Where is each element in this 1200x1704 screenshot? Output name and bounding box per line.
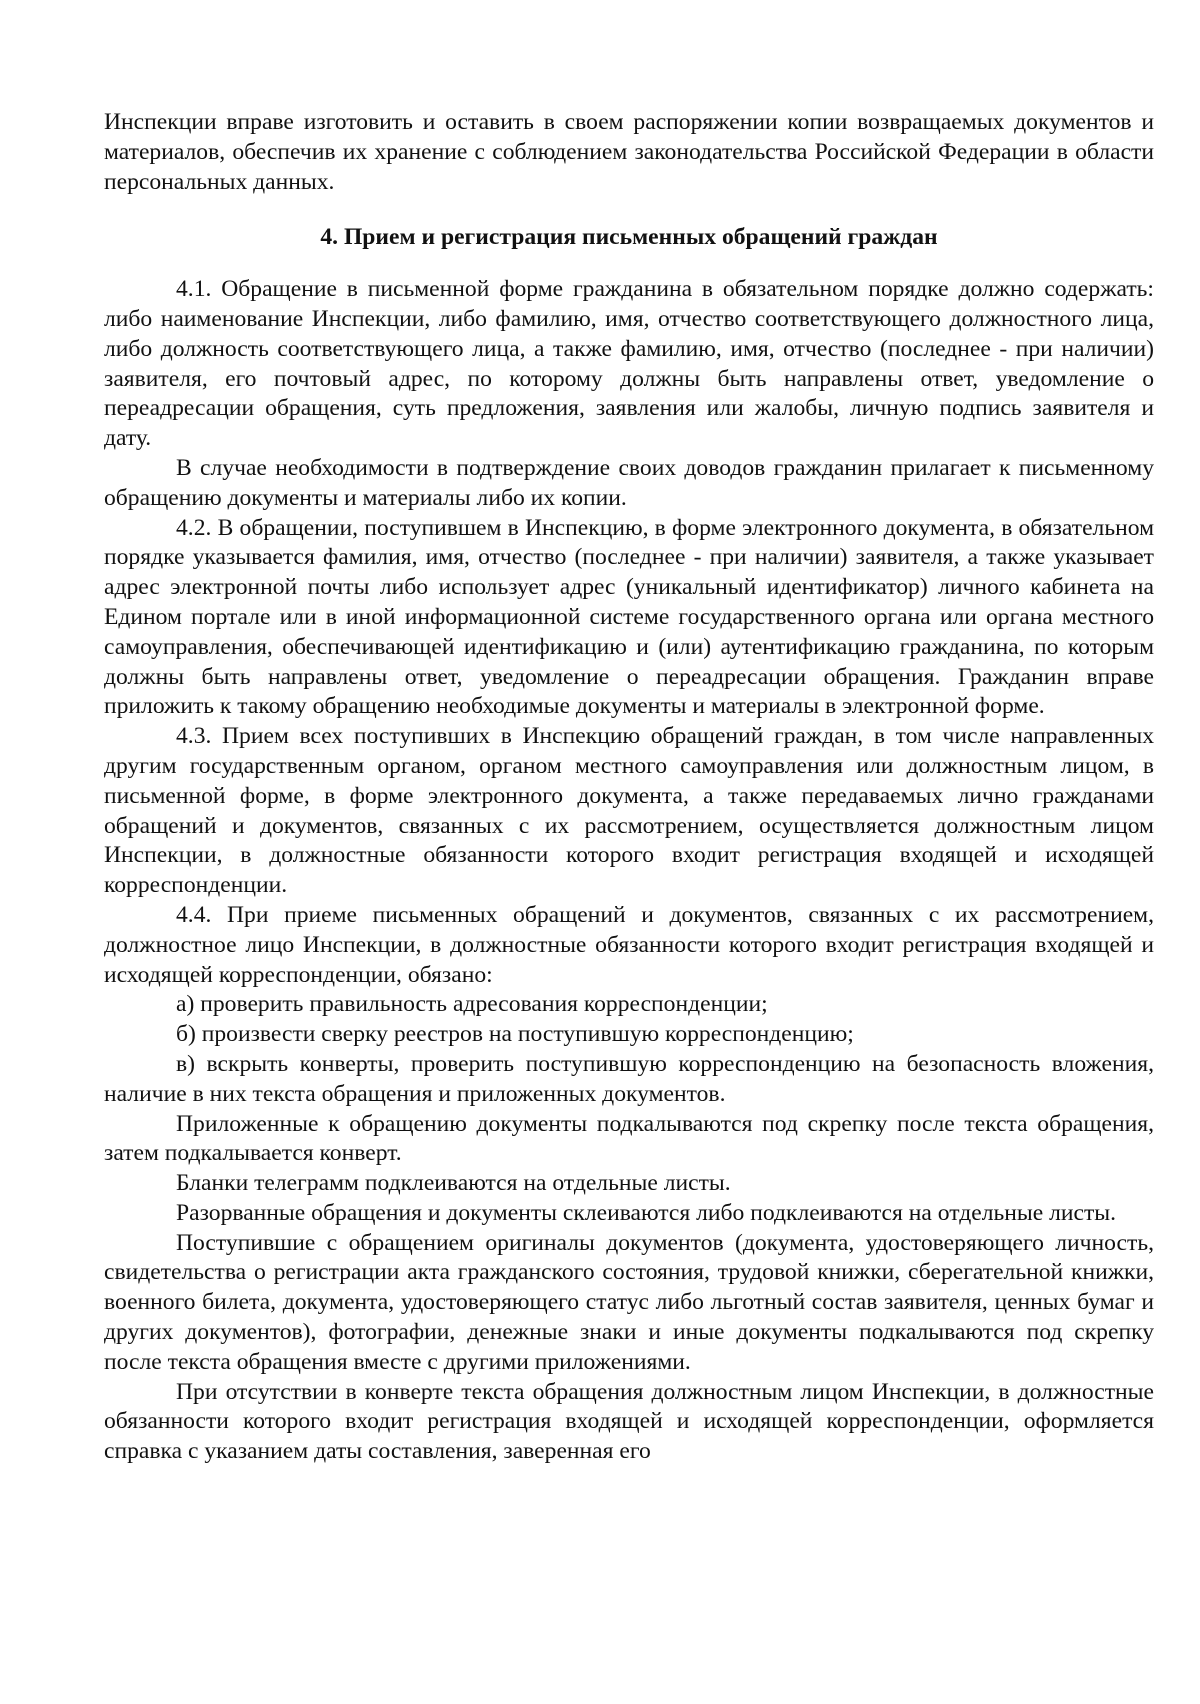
- paragraph-retention: Инспекции вправе изготовить и оставить в своем распоряжении копии возвращаемых документов и материалов, обеспечив их хранение с соблюдением законодательства Российской Федерации в области персональных данных.: [104, 109, 1154, 195]
- section-heading: 4. Прием и регистрация письменных обращений граждан: [320, 224, 938, 251]
- paragraph-4-3: 4.3. Прием всех поступивших в Инспекцию обращений граждан, в том числе направленных другим государственным органом, органом местного самоуправления или должностным лицом, в письменной форме, в форме электронного документа, а также передаваемых лично гражданами обращений и документов, связанных с их рассмотрением, осуществляется должностным лицом Инспекции, в должностные обязанности которого входит регистрация входящей и исходящей корреспонденции.: [104, 723, 1154, 899]
- paragraph-attachments: В случае необходимости в подтверждение своих доводов гражданин прилагает к письменному обращению документы и материалы либо их копии.: [104, 454, 1154, 511]
- paragraph-no-text: При отсутствии в конверте текста обращения должностным лицом Инспекции, в должностные обязанности которого входит регистрация входящей и исходящей корреспонденции, оформляется справка с указанием даты составления, заверенная его: [104, 1378, 1154, 1465]
- paragraph-telegrams: Бланки телеграмм подклеиваются на отдельные листы.: [176, 1170, 731, 1197]
- paragraph-torn: Разорванные обращения и документы склеиваются либо подклеиваются на отдельные листы.: [176, 1199, 1117, 1226]
- list-item-b: б) произвести сверку реестров на поступившую корреспонденцию;: [176, 1021, 854, 1048]
- paragraph-4-1: 4.1. Обращение в письменной форме гражданина в обязательном порядке должно содержать: либо наименование Инспекции, либо фамилию, имя, отчество соответствующего должностного лица, либо должность соответствующего лица, а также фамилию, имя, отчество (последнее - при наличии) заявителя, его почтовый адрес, по которому должны быть направлены ответ, уведомление о переадресации обращения, суть предложения, заявления или жалобы, личную подпись заявителя и дату.: [104, 276, 1154, 452]
- list-item-c: в) вскрыть конверты, проверить поступившую корреспонденцию на безопасность вложения, наличие в них текста обращения и приложенных документов.: [104, 1050, 1154, 1107]
- paragraph-4-2: 4.2. В обращении, поступившем в Инспекцию, в форме электронного документа, в обязательном порядке указывается фамилия, имя, отчество (последнее - при наличии) заявителя, а также указывает адрес электронной почты либо использует адрес (уникальный идентификатор) личного кабинета на Едином портале или в иной информационной системе государственного органа или органа местного самоуправления, обеспечивающей идентификацию и (или) аутентификацию гражданина, по которым должны быть направлены ответ, уведомление о переадресации обращения. Гражданин вправе приложить к такому обращению необходимые документы и материалы в электронной форме.: [104, 514, 1154, 720]
- paragraph-staple: Приложенные к обращению документы подкалываются под скрепку после текста обращения, затем подкалывается конверт.: [104, 1110, 1154, 1167]
- paragraph-4-4: 4.4. При приеме письменных обращений и документов, связанных с их рассмотрением, должностное лицо Инспекции, в должностные обязанности которого входит регистрация входящей и исходящей корреспонденции, обязано:: [104, 901, 1154, 988]
- paragraph-originals: Поступившие с обращением оригиналы документов (документа, удостоверяющего личность, свидетельства о регистрации акта гражданского состояния, трудовой книжки, сберегательной книжки, военного билета, документа, удостоверяющего статус либо льготный состав заявителя, ценных бумаг и других документов), фотографии, денежные знаки и иные документы подкалываются под скрепку после текста обращения вместе с другими приложениями.: [104, 1229, 1154, 1375]
- document-page: [104, 108, 1154, 1467]
- list-item-a: а) проверить правильность адресования корреспонденции;: [176, 991, 768, 1018]
